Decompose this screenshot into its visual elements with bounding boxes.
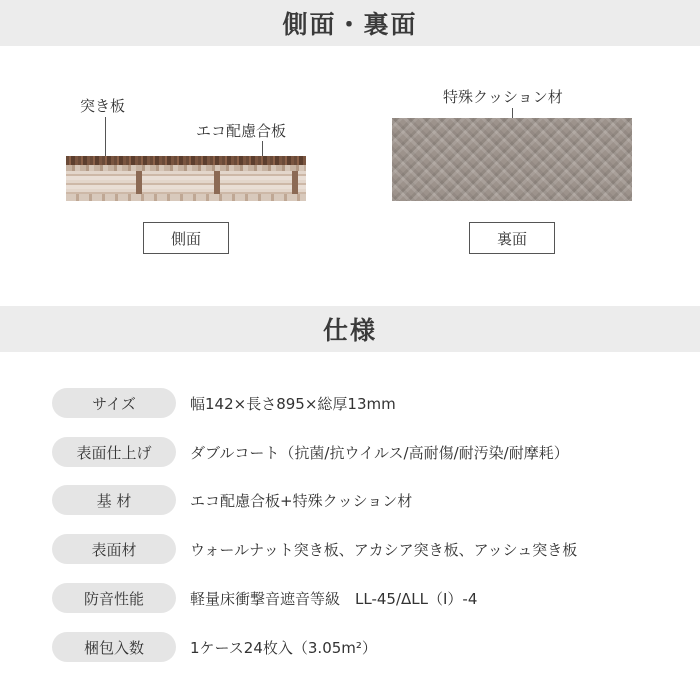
spec-value: 幅142×長さ895×総厚13mm [190, 394, 396, 413]
spec-key: 表面材 [52, 534, 176, 564]
spec-value: ウォールナット突き板、アカシア突き板、アッシュ突き板 [190, 540, 578, 559]
spec-value: エコ配慮合板+特殊クッション材 [190, 491, 413, 510]
side-view-label [143, 222, 229, 254]
spec-row-package [52, 632, 377, 662]
spec-key: 基 材 [52, 485, 176, 515]
back-view-label [469, 222, 555, 254]
spec-row-surface [52, 534, 577, 564]
section-title: 仕様 [322, 316, 377, 345]
spec-value: ダブルコート（抗菌/抗ウイルス/高耐傷/耐汚染/耐摩耗） [190, 443, 569, 462]
section-header-side-back [0, 0, 700, 46]
spec-key: 防音性能 [52, 583, 176, 613]
spec-key: サイズ [52, 388, 176, 418]
spec-key: 表面仕上げ [52, 437, 176, 467]
spec-value: 軽量床衝撃音遮音等級 LL-45/ΔLL（Ⅰ）-4 [190, 589, 478, 608]
back-cushion-image [392, 118, 632, 201]
spec-key: 梱包入数 [52, 632, 176, 662]
section-header-specs [0, 306, 700, 352]
spec-value: 1ケース24枚入（3.05m²） [190, 638, 377, 657]
veneer-layer [66, 156, 306, 165]
back-view-label-text: 裏面 [496, 229, 527, 248]
side-view-label-text: 側面 [170, 229, 201, 248]
plywood-core-layer [66, 171, 306, 194]
spec-row-base [52, 485, 412, 515]
callout-veneer: 突き板 [80, 97, 126, 115]
spec-row-soundproof [52, 583, 477, 613]
side-section-image [66, 156, 306, 201]
section-title: 側面・裏面 [282, 10, 418, 39]
callout-cushion: 特殊クッション材 [443, 88, 563, 106]
spec-row-finish [52, 437, 569, 467]
callout-core-plywood: エコ配慮合板 [196, 122, 287, 140]
core-bottom-layer [66, 194, 306, 201]
spec-row-size [52, 388, 396, 418]
